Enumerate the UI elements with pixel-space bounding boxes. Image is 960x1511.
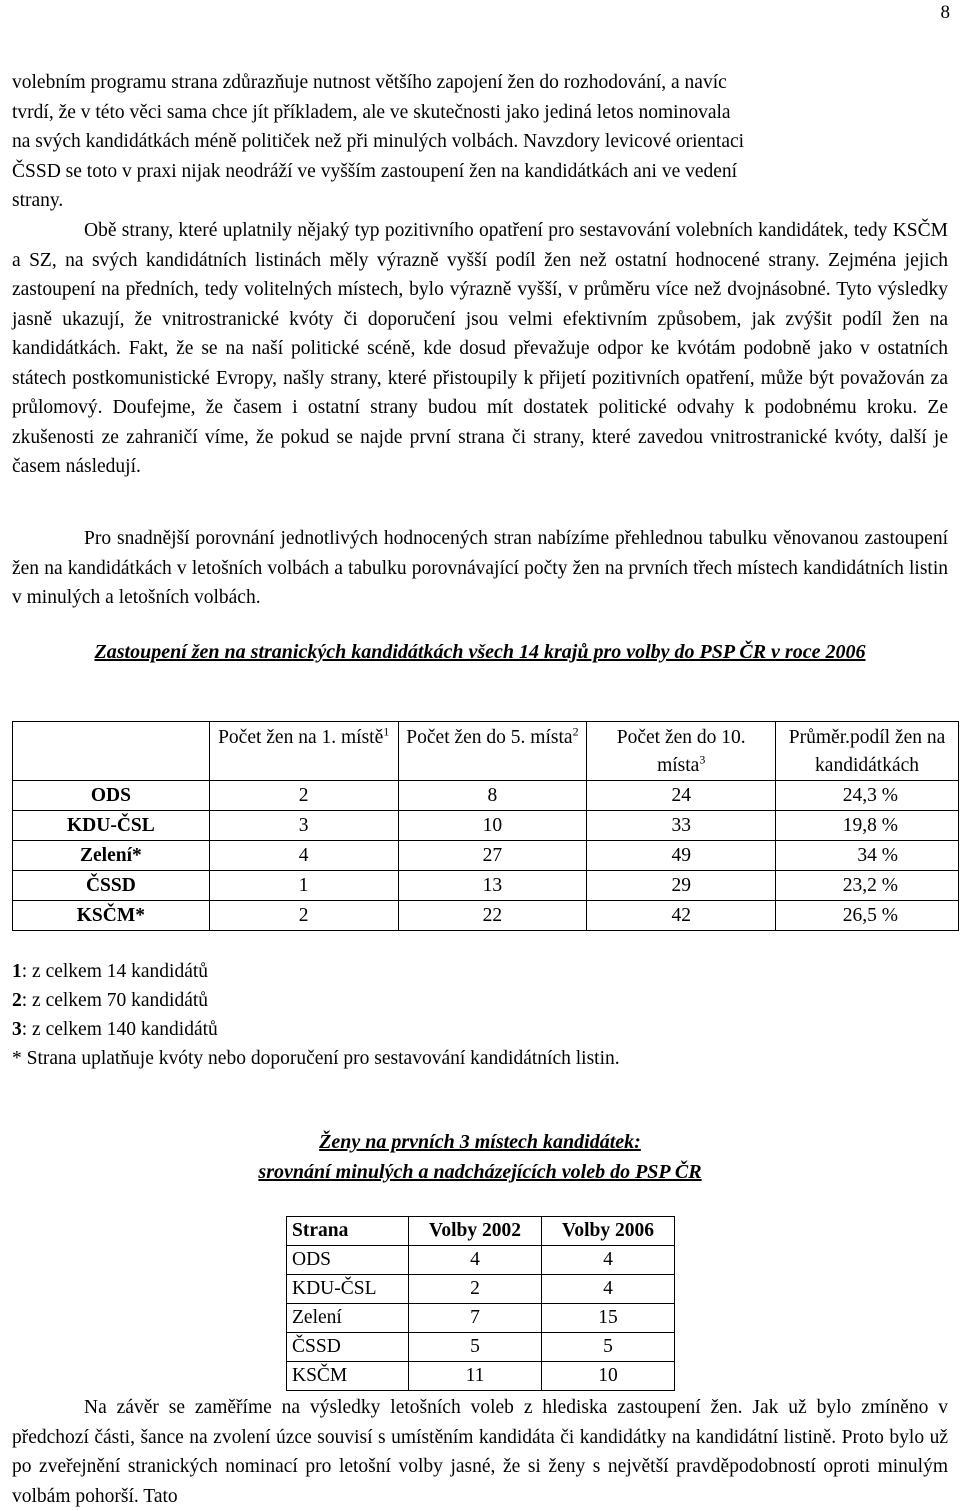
value-2006-cell: 4 [542, 1275, 675, 1304]
paragraph-2 [12, 216, 948, 482]
footnote: 2: z celkem 70 kandidátů [12, 990, 209, 1011]
party-cell: Zelení* [13, 841, 210, 871]
paragraph-3-text: Pro snadnější porovnání jednotlivých hodnocených stran nabízíme přehlednou tabulku věnovanou zastoupení žen na kandidátkách v letošních volbách a tabulku porovnávající počty žen na prvních třech místech kandidátních listin v minulých a letošních volbách. [12, 528, 948, 608]
top10-cell: 49 [587, 841, 776, 871]
party-cell: ODS [287, 1246, 409, 1275]
top10-cell: 24 [587, 781, 776, 811]
value-2002-cell: 7 [409, 1304, 542, 1333]
party-cell: KDU-ČSL [13, 811, 210, 841]
table-row [287, 1246, 675, 1275]
table-row [13, 811, 959, 841]
value-2006-cell: 15 [542, 1304, 675, 1333]
top10-cell: 29 [587, 871, 776, 901]
first-place-cell: 3 [209, 811, 398, 841]
table-row [13, 871, 959, 901]
top5-cell: 8 [398, 781, 587, 811]
top5-cell: 22 [398, 901, 587, 931]
top5-cell: 27 [398, 841, 587, 871]
table-row [287, 1304, 675, 1333]
table-row [13, 841, 959, 871]
table-row [13, 901, 959, 931]
top5-cell: 13 [398, 871, 587, 901]
paragraph-4 [12, 1393, 948, 1511]
value-2002-cell: 11 [409, 1362, 542, 1391]
average-cell: 34 % [776, 841, 959, 871]
party-cell: KSČM* [13, 901, 210, 931]
paragraph-1-line: ČSSD se toto v praxi nijak neodráží ve vyšším zastoupení žen na kandidátkách ani ve vedení [12, 160, 738, 182]
table-2-title [12, 1127, 948, 1187]
header-empty-cell [13, 722, 210, 781]
first-place-cell: 2 [209, 901, 398, 931]
paragraph-1 [12, 68, 948, 216]
header-2002: Volby 2002 [409, 1217, 542, 1246]
value-2002-cell: 2 [409, 1275, 542, 1304]
party-cell: ODS [13, 781, 210, 811]
header-top-5: Počet žen do 5. místa$^2$ [398, 722, 587, 781]
party-cell: ČSSD [287, 1333, 409, 1362]
footnotes [12, 957, 620, 1073]
header-top-10: Počet žen do 10. místa$^3$ [587, 722, 776, 781]
first-place-cell: 2 [209, 781, 398, 811]
footnote: * Strana uplatňuje kvóty nebo doporučení pro sestavování kandidátních listin. [12, 1048, 620, 1069]
party-cell: ČSSD [13, 871, 210, 901]
paragraph-1-line: strany. [12, 190, 64, 211]
paragraph-1-line: volebním programu strana zdůrazňuje nutnost většího zapojení žen do rozhodování, a navíc [12, 72, 727, 93]
header-party: Strana [287, 1217, 409, 1246]
comparison-table [286, 1216, 675, 1391]
paragraph-1-line: tvrdí, že v této věci sama chce jít příkladem, ale ve skutečnosti jako jediná letos nominovala [12, 101, 731, 123]
paragraph-2-text: Obě strany, které uplatnily nějaký typ pozitivního opatření pro sestavování volebních kandidátek, tedy KSČM a SZ, na svých kandidátních listinách měly výrazně vyšší podíl žen než ostatní hodnocené strany. Zejména jejich zastoupení na předních, tedy volitelných místech, bylo výrazně vyšší, v průměru více než dvojnásobné. Tyto výsledky jasně ukazují, že vnitrostranické kvóty či doporučení jsou velmi efektivním způsobem, jak zvýšit podíl žen na kandidátkách. Fakt, že se na naší politické scéně, kde dosud převažuje odpor ke kvótám podobně jako v ostatních státech postkomunistické Evropy, našly strany, které přistoupily k přijetí pozitivních opatření, může být považován za průlomový. Doufejme, že časem i ostatní strany budou mít dostatek politické odvahy k podobnému kroku. Ze zkušenosti ze zahraničí víme, že pokud se najde první strana či strany, které zavedou vnitrostranické kvóty, další je časem následují. [12, 220, 948, 477]
table-1-title: Zastoupení žen na stranických kandidátkách všech 14 krajů pro volby do PSP ČR v roce 2006 [94, 641, 866, 663]
party-cell: Zelení [287, 1304, 409, 1333]
value-2006-cell: 4 [542, 1246, 675, 1275]
value-2002-cell: 5 [409, 1333, 542, 1362]
table-2-title-line-1: Ženy na prvních 3 místech kandidátek: [319, 1131, 641, 1153]
footnote: 1: z celkem 14 kandidátů [12, 961, 209, 982]
table-header-row [13, 722, 959, 781]
first-place-cell: 4 [209, 841, 398, 871]
table-row [287, 1275, 675, 1304]
value-2006-cell: 10 [542, 1362, 675, 1391]
average-cell: 26,5 % [776, 901, 959, 931]
top10-cell: 33 [587, 811, 776, 841]
header-average-share: Průměr.podíl žen na kandidátkách [776, 722, 959, 781]
paragraph-4-text: Na závěr se zaměříme na výsledky letošních voleb z hlediska zastoupení žen. Jak už bylo zmíněno v předchozí části, šance na zvolení úzce souvisí s umístěním kandidáta či kandidátky na kandidátní listině. Proto bylo už po zveřejnění stranických nominací pro letošní volby jasné, že si ženy s největší pravděpodobností oproti minulým volbám pohorší. Tato [12, 1397, 948, 1507]
paragraph-3 [12, 524, 948, 613]
average-cell: 23,2 % [776, 871, 959, 901]
table-row [287, 1333, 675, 1362]
top5-cell: 10 [398, 811, 587, 841]
footnote: 3: z celkem 140 kandidátů [12, 1019, 218, 1040]
table-2-title-line-2: srovnání minulých a nadcházejících voleb do PSP ČR [258, 1161, 702, 1183]
table-row [287, 1362, 675, 1391]
top10-cell: 42 [587, 901, 776, 931]
first-place-cell: 1 [209, 871, 398, 901]
average-cell: 19,8 % [776, 811, 959, 841]
header-first-place: Počet žen na 1. místě$^1$ [209, 722, 398, 781]
average-cell: 24,3 % [776, 781, 959, 811]
party-cell: KSČM [287, 1362, 409, 1391]
table-row [13, 781, 959, 811]
header-2006: Volby 2006 [542, 1217, 675, 1246]
page-number: 8 [940, 2, 950, 23]
value-2006-cell: 5 [542, 1333, 675, 1362]
value-2002-cell: 4 [409, 1246, 542, 1275]
party-cell: KDU-ČSL [287, 1275, 409, 1304]
women-candidates-table [12, 721, 959, 931]
paragraph-1-line: na svých kandidátkách méně političek než při minulých volbách. Navzdory levicové orientaci [12, 131, 745, 152]
table-header-row [287, 1217, 675, 1246]
